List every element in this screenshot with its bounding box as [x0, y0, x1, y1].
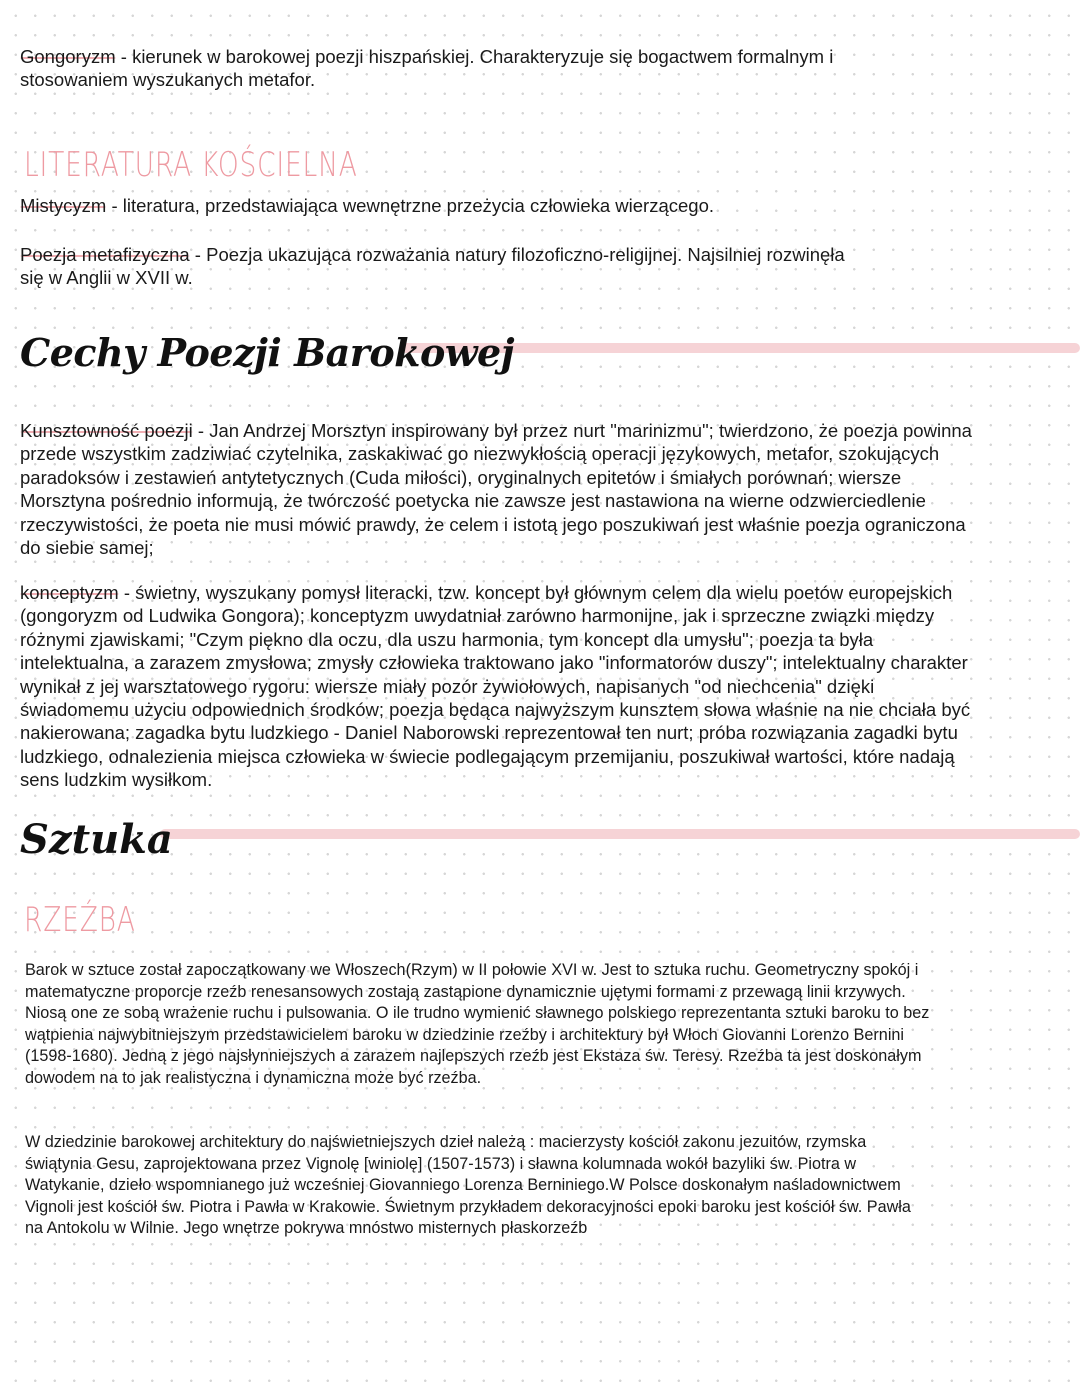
- heading-sztuka: Sztuka: [20, 816, 173, 863]
- konceptyzm-text: - świetny, wyszukany pomysł literacki, tzw. koncept był głównym celem dla wielu poetów europejskich (gongoryzm od Ludwika Gongora); konceptyzm uwydatniał zarówno harmonijne, jak i sprzeczne związki między różnymi zjawiskami; "Czym piękno dla oczu, dla uszu harmonia, tym koncept dla umysłu"; poezja ta była intelektualna, a zarazem zmysłowa; zmysły człowieka traktowano jako "informatorów duszy"; intelektualny charakter wynikał z jej warsztatowego rygoru: wiersze miały pozór żywiołowych, napisanych "od niechcenia" dzięki świadomemu użyciu odpowiednich środków; poezja będąca najwyższym kunsztem słowa właśnie na nie chciała być nakierowana; zagadka bytu ludzkiego - Daniel Naborowski reprezentował ten nurt; próba rozwiązania zagadki bytu ludzkiego, odnalezienia miejsca człowieka w świecie podlegającym przemijaniu, poszukiwał wartości, które nadają sens ludzkim wysiłkom.: [20, 582, 971, 791]
- poezja-metafizyczna-text: - Poezja ukazująca rozważania natury filozoficzno-religijnej. Najsilniej rozwinęła się w Anglii w XVII w.: [20, 244, 845, 289]
- gongoryzm-paragraph: [20, 45, 850, 92]
- gongoryzm-text: - kierunek w barokowej poezji hiszpańskiej. Charakteryzuje się bogactwem formalnym i stosowaniem wyszukanych metafor.: [20, 46, 834, 91]
- term-konceptyzm: konceptyzm: [20, 582, 119, 603]
- poezja-metafizyczna-paragraph: [20, 243, 870, 290]
- heading-cechy-poezji-barokowej: Cechy Poezji Barokowej: [20, 330, 514, 375]
- term-mistycyzm: Mistycyzm: [20, 195, 107, 216]
- mistycyzm-text: - literatura, przedstawiająca wewnętrzne przeżycia człowieka wierzącego.: [106, 195, 715, 216]
- konceptyzm-paragraph: [20, 581, 980, 792]
- rzezba-paragraph-2: W dziedzinie barokowej architektury do najświetniejszych dzieł należą : macierzysty kościół zakonu jezuitów, rzymska świątynia Gesu, zaprojektowana przez Vignolę [winiolę] (1507-1573) i sławna kolumnada wokół bazyliki św. Piotra w Watykanie, dzieło wspomnianego już wcześniej Giovanniego Lorenza Berniniego.W Polsce doskonałym naśladownictwem Vignoli jest kościół św. Piotra i Pawła w Krakowie. Świetnym przykładem dekoracyjności epoki baroku jest kościół św. Pawła na Antokolu w Wilnie. Jego wnętrze pokrywa mnóstwo misternych płaskorzeźb: [25, 1133, 911, 1238]
- mistycyzm-paragraph: [20, 194, 920, 217]
- heading-literatura-koscielna: LITERATURA KOŚCIELNA: [24, 145, 358, 185]
- kunsztownosc-paragraph: [20, 419, 975, 559]
- heading-underline-sztuka: [160, 829, 1080, 839]
- term-kunsztownosc-poezji: Kunsztowność poezji: [20, 420, 193, 441]
- rzezba-paragraph-1: Barok w sztuce został zapoczątkowany we Włoszech(Rzym) w II połowie XVI w. Jest to sztuka ruchu. Geometryczny spokój i matematyczne proporcje rzeźb renesansowych zostają zastąpione dynamicznie ujętymi formami z przewagą linii krzywych. Niosą one ze sobą wrażenie ruchu i pulsowania. O ile trudno wymienić sławnego polskiego reprezentanta sztuki baroku to bez wątpienia najwybitniejszym przedstawicielem baroku w dziedzinie rzeźby i architektury był Włoch Giovanni Lorenzo Bernini (1598-1680). Jedną z jego najsłynniejszych a zarazem najlepszych rzeźb jest Ekstaza św. Teresy. Rzeźba ta jest doskonałym dowodem na to jak realistyczna i dynamiczna może być rzeźba.: [25, 961, 930, 1087]
- term-gongoryzm: Gongoryzm: [20, 46, 116, 67]
- heading-rzezba: RZEŹBA: [24, 900, 136, 940]
- kunsztownosc-text: - Jan Andrzej Morsztyn inspirowany był przez nurt "marinizmu"; twierdzono, że poezja powinna przede wszystkim zadziwiać czytelnika, zaskakiwać go niezwykłością operacji językowych, metafor, szokujących paradoksów i zestawień antytetycznych (Cuda miłości), oryginalnych epitetów i śmiałych porównań; wiersze Morsztyna pośrednio informują, że twórczość poetycka nie zawsze jest nastawiona na wierne odzwierciedlenie rzeczywistości, że poeta nie musi mówić prawdy, że celem i istotą jego poszukiwań jest właśnie poezja ograniczona do siebie samej;: [20, 420, 972, 559]
- term-poezja-metafizyczna: Poezja metafizyczna: [20, 244, 190, 265]
